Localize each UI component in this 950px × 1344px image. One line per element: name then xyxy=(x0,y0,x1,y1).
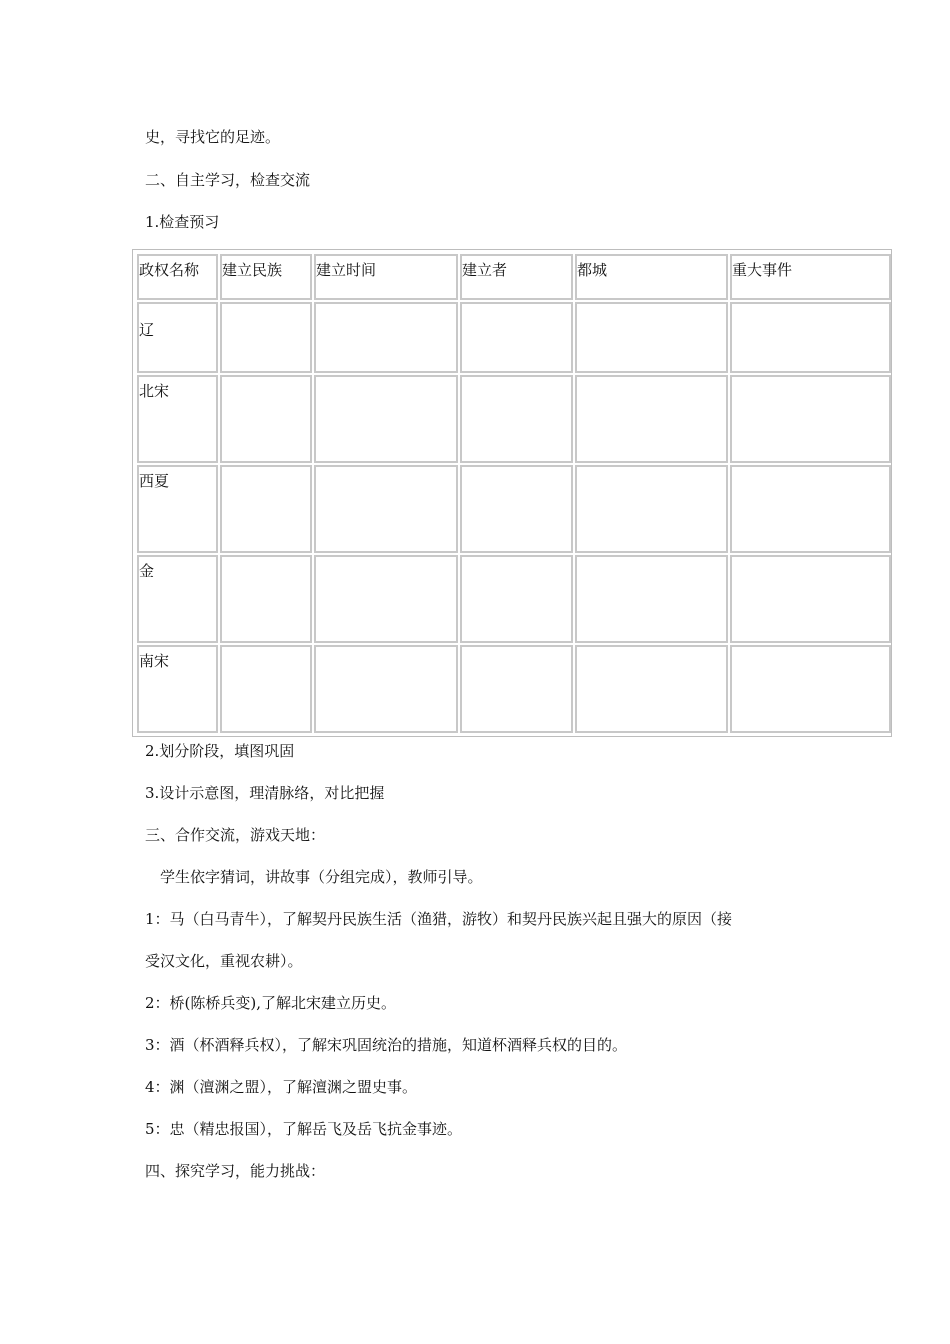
table-cell xyxy=(575,375,728,463)
table-cell xyxy=(730,465,891,553)
header-cell-name: 政权名称 xyxy=(137,254,218,300)
regime-table xyxy=(132,249,892,737)
table-cell xyxy=(575,555,728,643)
header-cell-events: 重大事件 xyxy=(730,254,891,300)
list-item: 1：马（白马青牛），了解契丹民族生活（渔猎，游牧）和契丹民族兴起且强大的原因（接 xyxy=(145,910,733,928)
section-3-heading: 三、合作交流，游戏天地： xyxy=(145,826,326,844)
header-cell-ethnicity: 建立民族 xyxy=(220,254,312,300)
list-item-continuation: 受汉文化，重视农耕）。 xyxy=(145,952,303,970)
table-cell xyxy=(730,645,891,733)
table-cell xyxy=(314,465,458,553)
table-cell xyxy=(314,555,458,643)
table-cell xyxy=(730,302,891,373)
table-cell xyxy=(314,302,458,373)
table-cell xyxy=(220,375,312,463)
table-cell xyxy=(314,645,458,733)
table-cell xyxy=(220,302,312,373)
intro-text: 史，寻找它的足迹。 xyxy=(145,128,281,146)
table-cell xyxy=(460,302,573,373)
table-row xyxy=(137,302,891,373)
list-item: 4：渊（澶渊之盟），了解澶渊之盟史事。 xyxy=(145,1078,418,1096)
header-cell-time: 建立时间 xyxy=(314,254,458,300)
table-cell xyxy=(460,465,573,553)
table-row xyxy=(137,375,891,463)
row-label: 南宋 xyxy=(137,645,218,733)
table-cell xyxy=(575,465,728,553)
table-cell xyxy=(220,465,312,553)
row-label: 金 xyxy=(137,555,218,643)
table-cell xyxy=(730,555,891,643)
table-cell xyxy=(220,645,312,733)
section-2-heading: 二、自主学习，检查交流 xyxy=(145,171,311,189)
table-cell xyxy=(460,645,573,733)
row-label: 西夏 xyxy=(137,465,218,553)
step-3-text: 3.设计示意图，理清脉络，对比把握 xyxy=(145,784,385,802)
table-cell xyxy=(730,375,891,463)
regime-table-grid xyxy=(135,252,893,735)
list-item: 2：桥(陈桥兵变),了解北宋建立历史。 xyxy=(145,994,397,1012)
table-row xyxy=(137,645,891,733)
step-1-text: 1.检查预习 xyxy=(145,213,220,231)
section-4-heading: 四、探究学习，能力挑战： xyxy=(145,1162,326,1180)
header-cell-founder: 建立者 xyxy=(460,254,573,300)
row-label: 北宋 xyxy=(137,375,218,463)
list-item: 5：忠（精忠报国），了解岳飞及岳飞抗金事迹。 xyxy=(145,1120,463,1138)
section-3-lead: 学生依字猜词，讲故事（分组完成），教师引导。 xyxy=(160,868,483,886)
table-cell xyxy=(220,555,312,643)
table-cell xyxy=(460,375,573,463)
table-cell xyxy=(575,302,728,373)
table-cell xyxy=(575,645,728,733)
table-row xyxy=(137,465,891,553)
table-cell xyxy=(314,375,458,463)
table-cell xyxy=(460,555,573,643)
step-2-text: 2.划分阶段，填图巩固 xyxy=(145,742,295,760)
header-cell-capital: 都城 xyxy=(575,254,728,300)
table-header-row xyxy=(137,254,891,300)
row-label: 辽 xyxy=(137,302,218,373)
list-item: 3：酒（杯酒释兵权），了解宋巩固统治的措施，知道杯酒释兵权的目的。 xyxy=(145,1036,628,1054)
table-row xyxy=(137,555,891,643)
